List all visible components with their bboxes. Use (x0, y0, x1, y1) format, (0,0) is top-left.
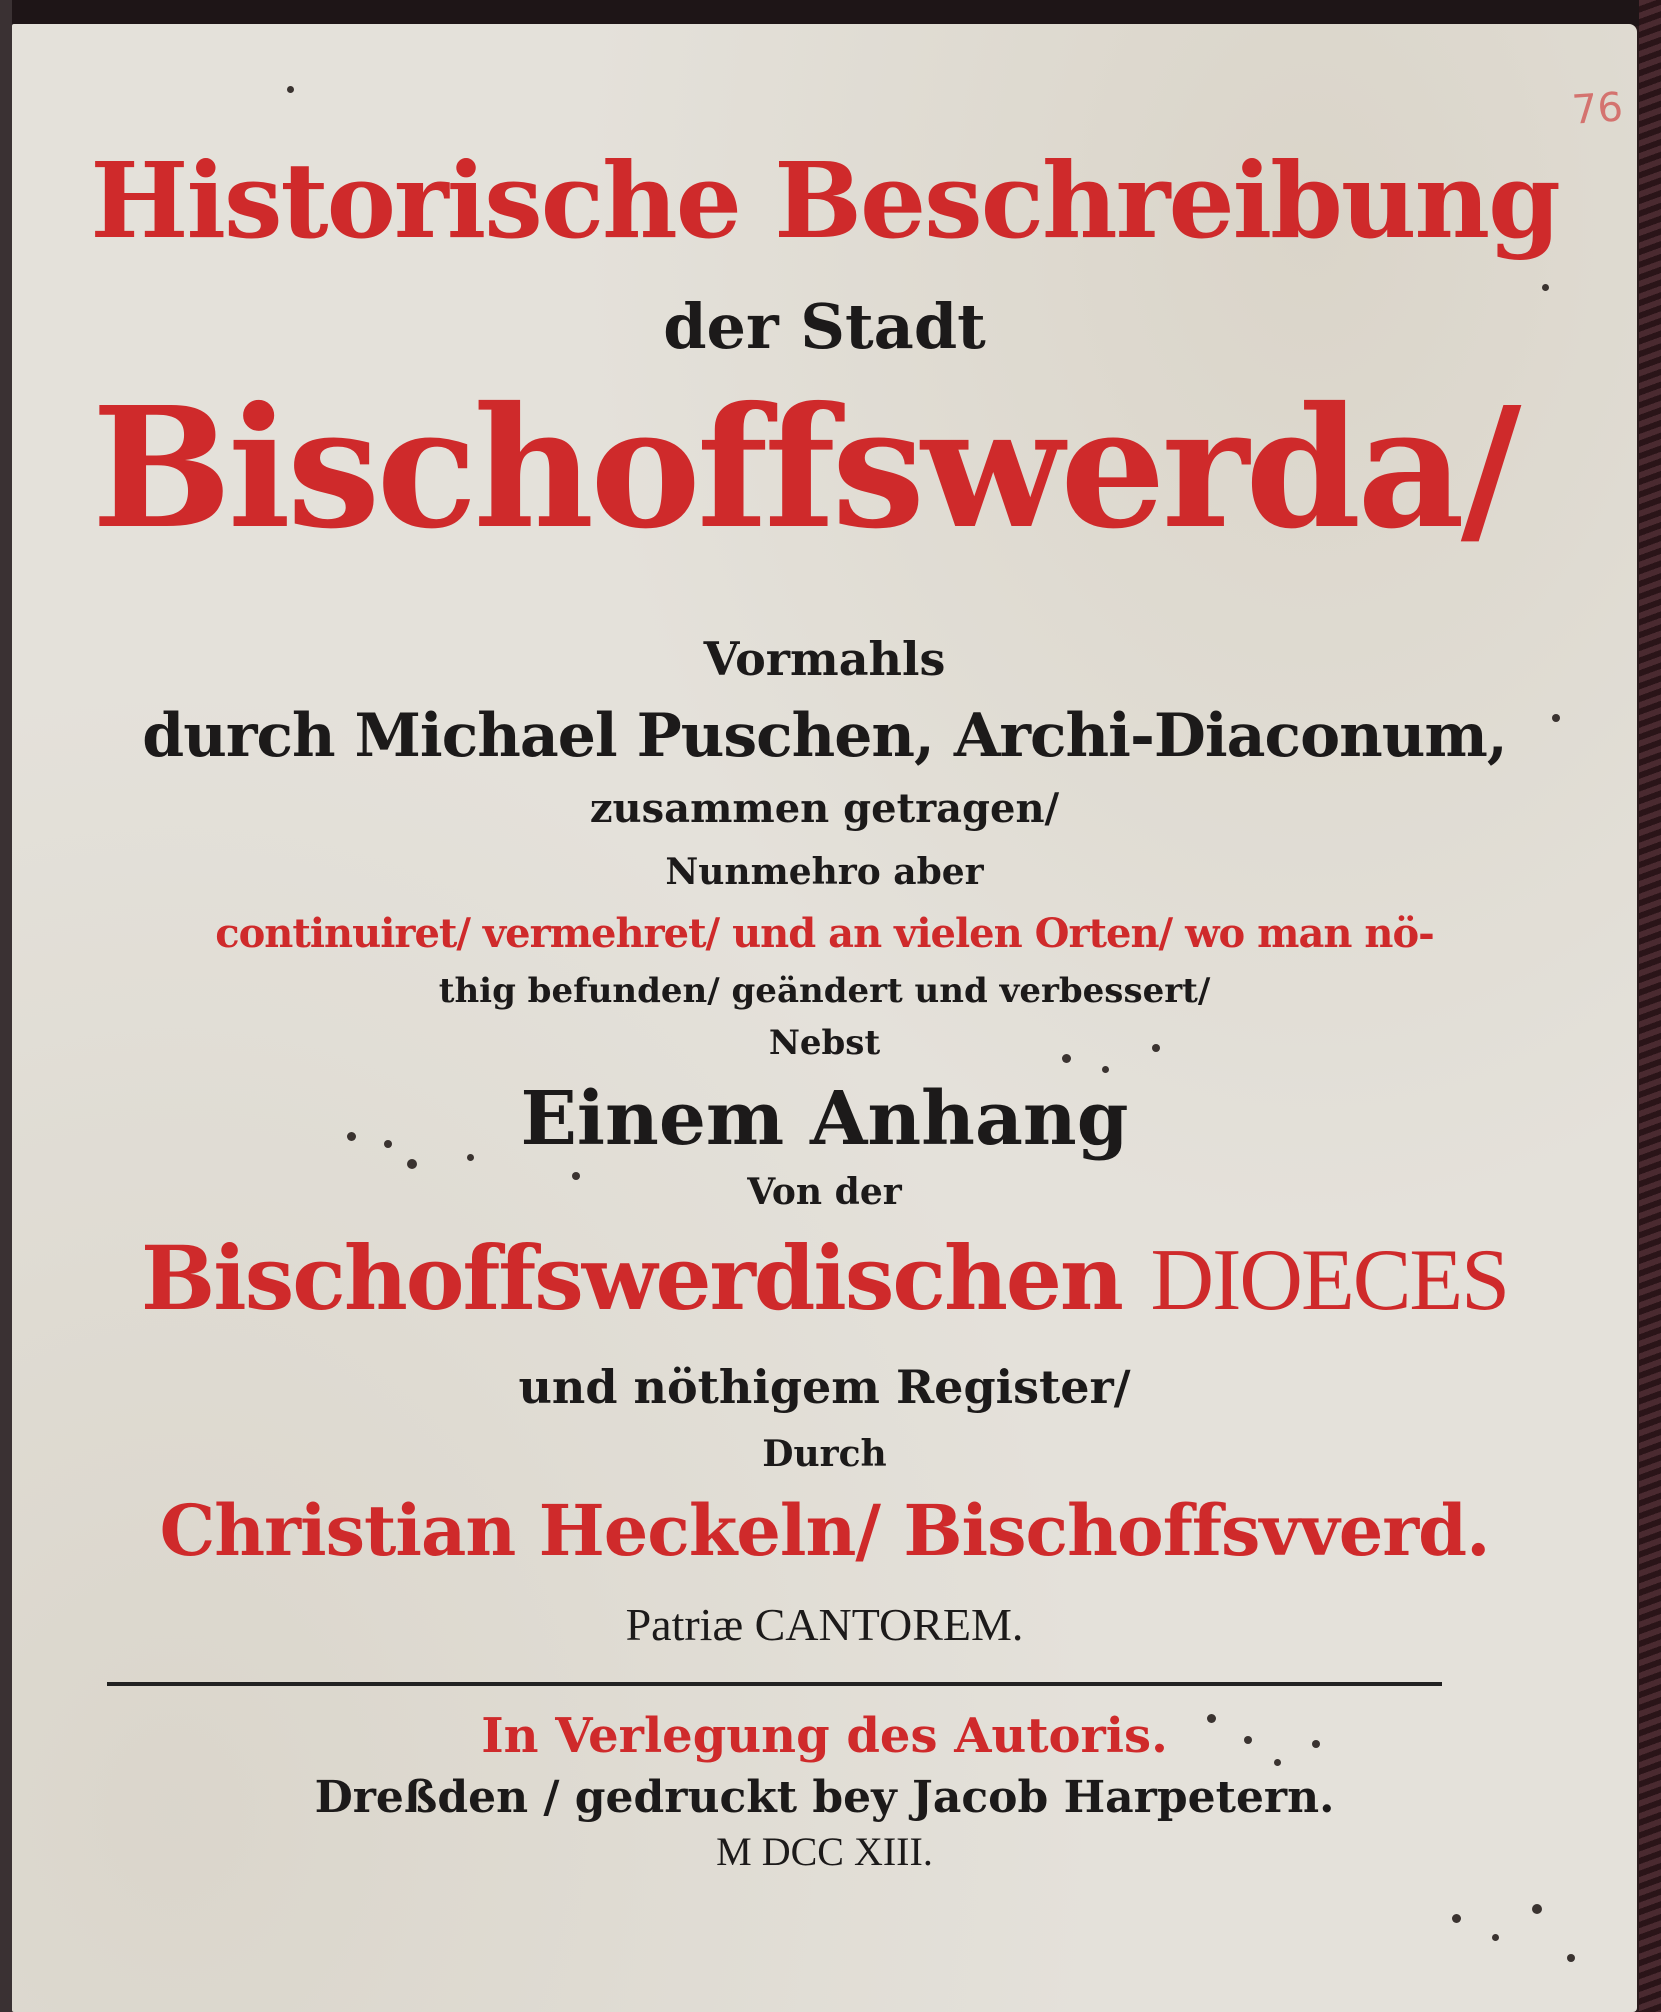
foxing-spot (1492, 1934, 1499, 1941)
foxing-spot (1312, 1740, 1320, 1748)
patriae-line: Patriæ CANTOREM. (625, 1599, 1024, 1650)
author-line: durch Michael Puschen, Archi-Diaconum, (142, 701, 1507, 771)
foxing-spot (467, 1154, 474, 1161)
background-top-edge (0, 0, 1661, 26)
year-line: M DCC XIII. (716, 1829, 933, 1874)
foxing-spot (1552, 714, 1560, 722)
vormahls-line: Vormahls (703, 632, 946, 686)
editor-line: Christian Heckeln/ Bischoffsvverd. (159, 1489, 1490, 1572)
anhang-line: Einem Anhang (520, 1076, 1129, 1162)
thig-line: thig befunden/ geändert und verbessert/ (438, 971, 1211, 1011)
title-line-1: Historische Beschreibung (90, 139, 1559, 262)
von-der-line: Von der (747, 1171, 902, 1213)
dioeces-fraktur: Bischoffswerdischen (140, 1226, 1122, 1330)
title-page (12, 24, 1637, 2012)
foxing-spot (1207, 1714, 1216, 1723)
title-line-2: der Stadt (663, 290, 986, 363)
foxing-spot (1452, 1914, 1461, 1923)
nunmehro-line: Nunmehro aber (665, 851, 984, 893)
foxing-spot (1567, 1954, 1575, 1962)
verlegung-line: In Verlegung des Autoris. (481, 1708, 1168, 1764)
book-binding-edge (0, 0, 12, 2012)
background-right-edge (1639, 0, 1661, 2012)
foxing-spot (1532, 1904, 1542, 1914)
title-city: Bischoffswerda/ (91, 371, 1518, 566)
foxing-spot (572, 1172, 580, 1180)
zusammen-line: zusammen getragen/ (589, 785, 1060, 832)
foxing-spot (407, 1159, 417, 1169)
foxing-spot (1244, 1736, 1252, 1744)
register-line: und nöthigem Register/ (518, 1360, 1131, 1414)
foxing-spot (287, 86, 294, 93)
durch-line: Durch (762, 1433, 887, 1475)
continuiret-line: continuiret/ vermehret/ und an vielen Orten/ wo man nö- (215, 910, 1434, 957)
horizontal-rule (107, 1682, 1442, 1686)
foxing-spot (1542, 284, 1549, 291)
dioeces-roman: DIOECES (1150, 1232, 1509, 1329)
foxing-spot (347, 1132, 356, 1141)
nebst-line: Nebst (768, 1023, 881, 1063)
pencil-page-number: 76 (1570, 84, 1625, 134)
printer-line: Dreßden / gedruckt bey Jacob Harpetern. (314, 1772, 1335, 1823)
foxing-spot (1062, 1054, 1071, 1063)
foxing-spot (1152, 1044, 1160, 1052)
foxing-spot (1102, 1066, 1109, 1073)
foxing-spot (1274, 1759, 1281, 1766)
dioeces-line (12, 1226, 1637, 1330)
foxing-spot (384, 1140, 392, 1148)
